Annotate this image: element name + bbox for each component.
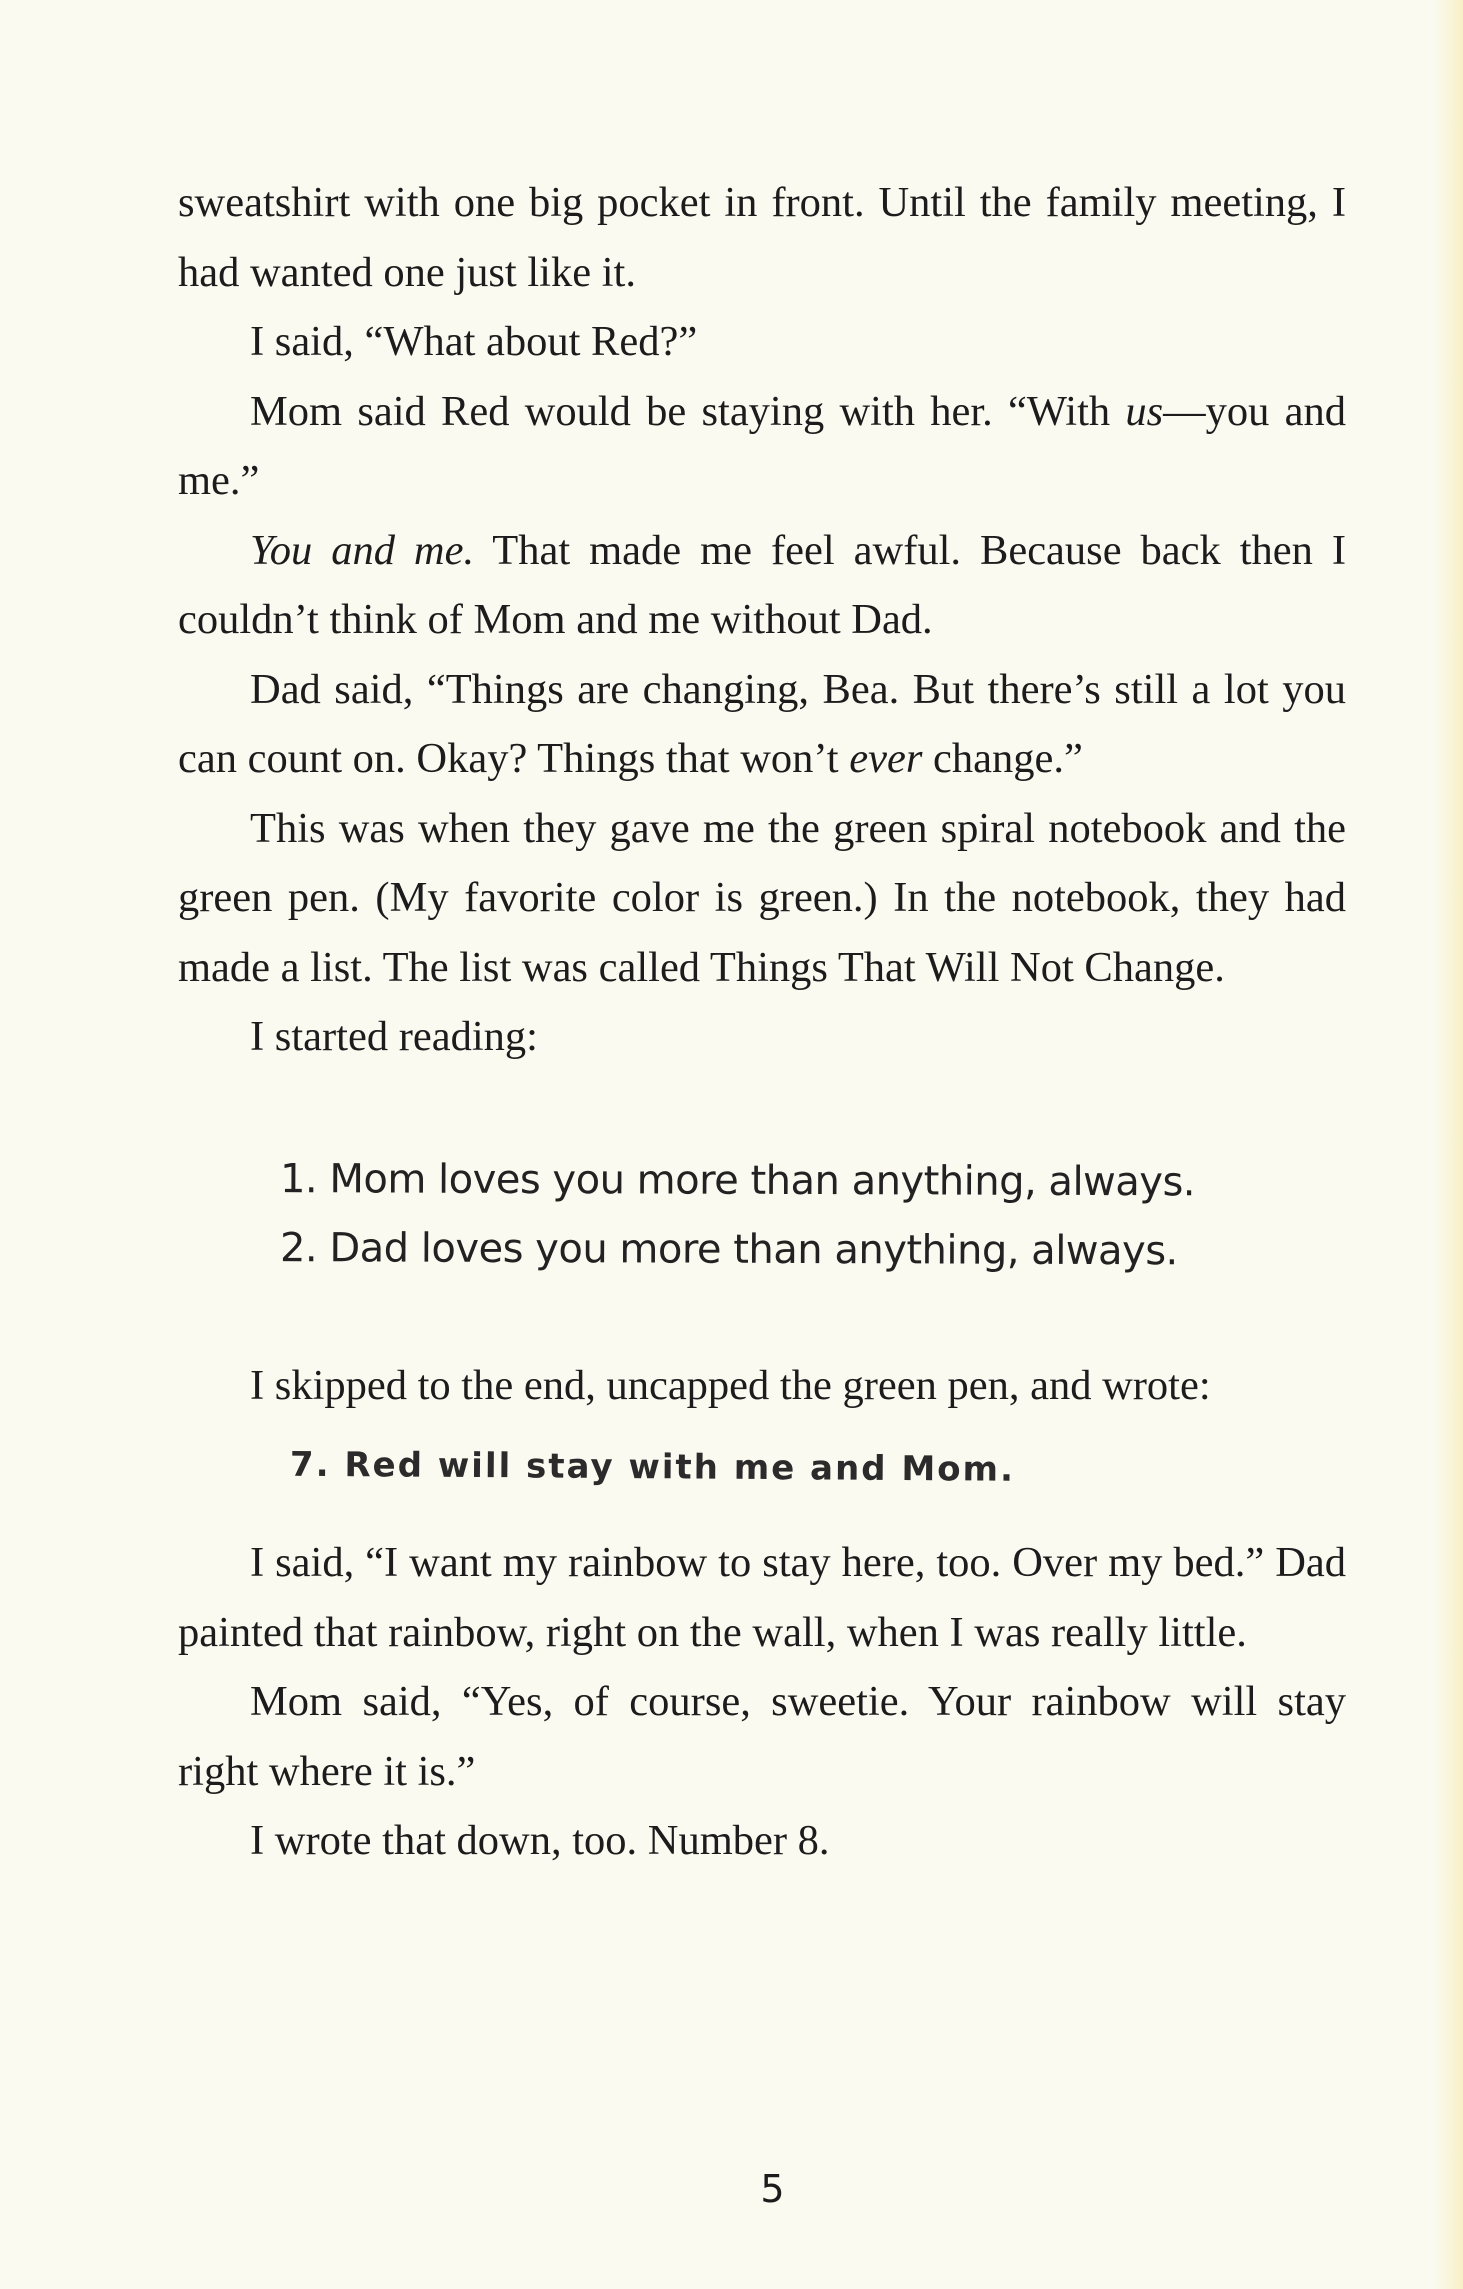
list-item: 2. Dad loves you more than anything, always. bbox=[279, 1224, 1178, 1274]
paragraph-7: I started reading: bbox=[250, 1013, 538, 1060]
paragraph-2: I said, “What about Red?” bbox=[250, 318, 698, 365]
spacer bbox=[178, 1285, 1346, 1351]
paragraph-6: This was when they gave me the green spiral notebook and the green pen. (My favorite color is green.) In the notebook, they had made a list. The list was called Things That Will Not Change. bbox=[178, 804, 1346, 991]
paragraph-5: Dad said, “Things are changing, Bea. But there’s still a lot you can count on. Okay? Things that won’t ever change.” bbox=[178, 665, 1346, 782]
paragraph-4: You and me. That made me feel awful. Because back then I couldn’t think of Mom and me without Dad. bbox=[178, 526, 1347, 643]
spacer bbox=[178, 1072, 1346, 1147]
page-number: 5 bbox=[760, 2167, 785, 2211]
handwritten-entry: 7. Red will stay with me and Mom. bbox=[289, 1444, 1016, 1490]
paragraph-8: I skipped to the end, uncapped the green pen, and wrote: bbox=[250, 1361, 1211, 1409]
paragraph-3: Mom said Red would be staying with her. “With us—you and me.” bbox=[178, 387, 1346, 504]
paragraph-9: I said, “I want my rainbow to stay here, too. Over my bed.” Dad painted that rainbow, right on the wall, when I was really little. bbox=[178, 1539, 1346, 1656]
paragraph-11: I wrote that down, too. Number 8. bbox=[250, 1817, 830, 1864]
page-edge-tint bbox=[1433, 0, 1463, 2289]
list-item: 1. Mom loves you more than anything, always. bbox=[279, 1155, 1196, 1205]
paragraph-1: sweatshirt with one big pocket in front. Until the family meeting, I had wanted one just like it. bbox=[178, 179, 1346, 296]
paragraph-10: Mom said, “Yes, of course, sweetie. Your rainbow will stay right where it is.” bbox=[178, 1678, 1346, 1795]
body-text bbox=[178, 168, 1346, 1876]
notebook-list bbox=[178, 1147, 1346, 1285]
